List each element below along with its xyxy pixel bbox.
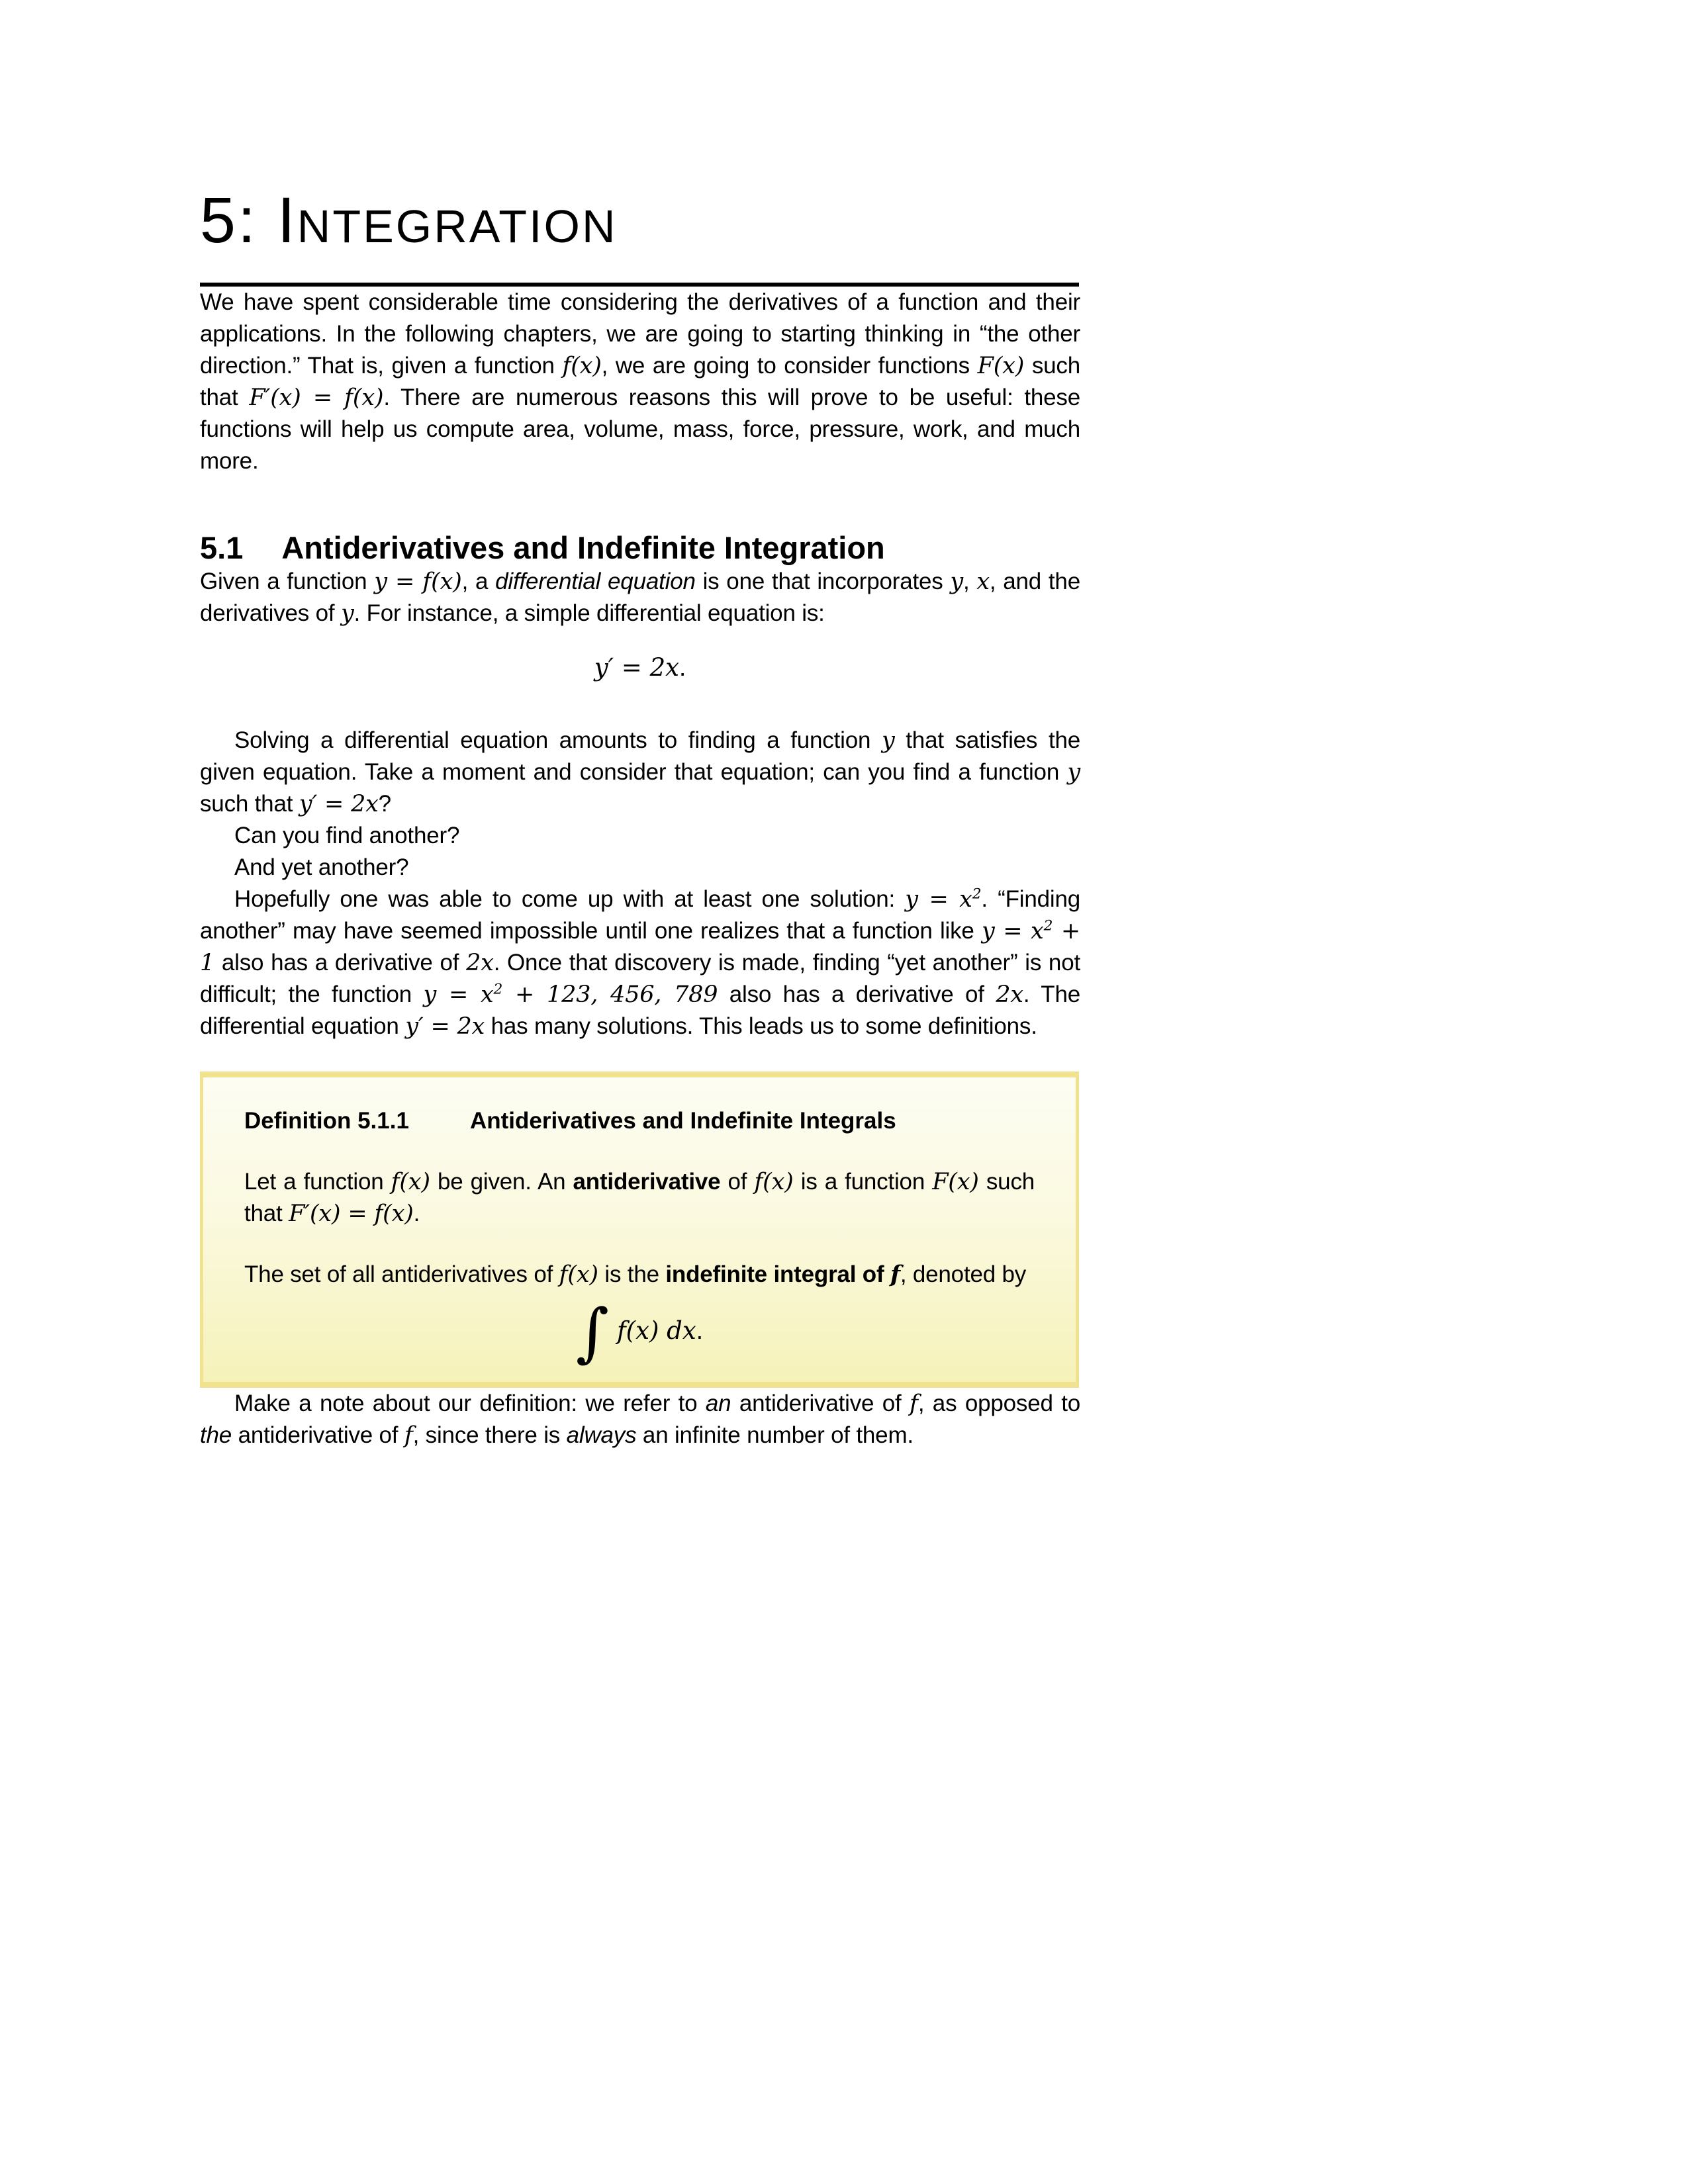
display-equation-y-prime-equals-2x: y′ = 2x.: [594, 653, 686, 682]
section-number: 5.1: [200, 530, 244, 565]
section-title: Antiderivatives and Indefinite Integration: [281, 530, 885, 565]
integral-sign: ∫: [575, 1295, 609, 1369]
can-you-find-another-line: Can you find another?: [234, 823, 460, 848]
integral-expression: f(x) dx.: [616, 1316, 704, 1345]
definition-paragraph-antiderivative: Let a function f(x) be given. An antiderivative of f(x) is a function F(x) such that F′(x) = f(x).: [244, 1169, 1035, 1227]
definition-title: Antiderivatives and Indefinite Integrals: [469, 1108, 896, 1134]
indefinite-integral-display: [244, 1295, 1035, 1367]
section-heading: [200, 530, 1080, 566]
definition-label: Definition 5.1.1: [244, 1108, 409, 1134]
intro-paragraph: We have spent considerable time considering the derivatives of a function and their applications. In the following chapters, we are going to starting thinking in “the other direction.” That is, given a function f(x), we are going to consider functions F(x) such that F′(x) = f(x). There are numerous reasons this will prove to be useful: these functions will help us compute area, volume, mass, force, pressure, work, and much more.: [200, 289, 1080, 474]
chapter-header: [200, 184, 1080, 287]
chapter-title: [200, 184, 1080, 267]
make-note-paragraph: Make a note about our definition: we refer to an antiderivative of f, as opposed to the antiderivative of f, since there is always an infinite number of them.: [200, 1390, 1080, 1449]
and-yet-another-line: And yet another?: [234, 854, 409, 880]
definition-box-heading: [244, 1105, 1035, 1137]
definition-box: [200, 1071, 1079, 1388]
chapter-title-lead: 5: I: [200, 184, 297, 256]
solving-paragraph: Solving a differential equation amounts to finding a function y that satisfies the given equation. Take a moment and consider that equation; can you find a function y such that y′ = 2x?: [200, 727, 1080, 817]
given-function-paragraph: Given a function y = f(x), a differential equation is one that incorporates y, x, and the derivatives of y. For instance, a simple differential equation is:: [200, 569, 1080, 627]
hopefully-paragraph: Hopefully one was able to come up with at least one solution: $y = x^2$. “Finding another” may have seemed impossible until one realizes that a function like $y = x^2 + 1$ also has a derivative of 2x. Once that discovery is made, finding “yet another” is not difficult; the function $y = x^2 + 123$, 456, 789 also has a derivative of 2x. The differential equation y′ = 2x has many solutions. This leads us to some definitions.: [200, 886, 1080, 1040]
chapter-title-smallcaps: NTEGRATION: [297, 201, 618, 252]
definition-paragraph-indefinite-integral: The set of all antiderivatives of f(x) is the indefinite integral of f, denoted by: [244, 1261, 1027, 1288]
